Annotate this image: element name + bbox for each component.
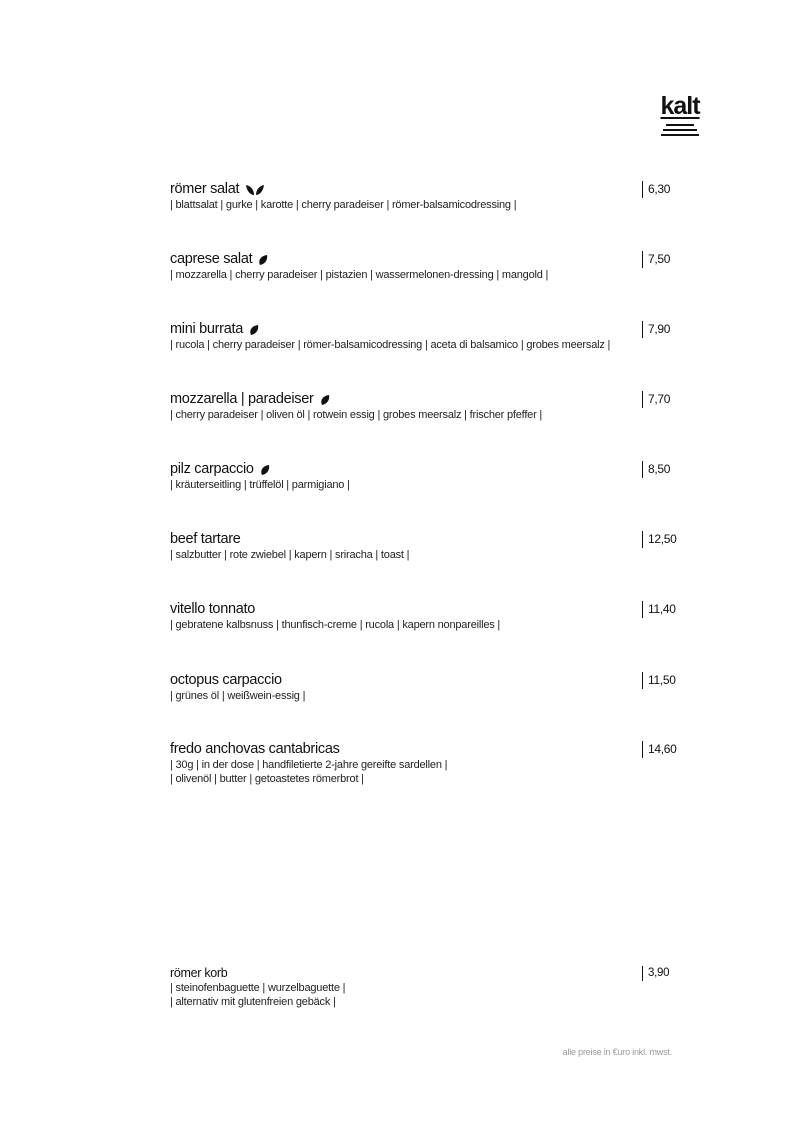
menu-item-description: | gebratene kalbsnuss | thunfisch-creme | rucola | kapern nonpareilles | [170, 619, 501, 631]
menu-item-name-row [170, 461, 690, 478]
menu-item [170, 601, 690, 632]
menu-item [170, 321, 690, 352]
menu-item-description: | blattsalat | gurke | karotte | cherry paradeiser | römer-balsamicodressing | [170, 199, 517, 211]
menu-item [170, 181, 690, 212]
menu-item [170, 461, 690, 492]
menu-item-name-row [170, 531, 690, 548]
menu-item-name: vitello tonnato [170, 601, 255, 617]
menu-item-price: 12,50 [642, 531, 677, 548]
menu-item-name: fredo anchovas cantabricas [170, 741, 340, 757]
menu-item-price: 14,60 [642, 741, 677, 758]
vegetarian-leaf-icon [249, 324, 259, 336]
header-decoration [660, 124, 700, 136]
section-title: kalt [660, 92, 700, 120]
menu-item-name-row [170, 601, 690, 618]
menu-item-description: | alternativ mit glutenfreien gebäck | [170, 996, 336, 1008]
menu-item-name: caprese salat [170, 251, 253, 267]
menu-item-price: 3,90 [642, 966, 669, 981]
menu-item-price: 11,50 [642, 672, 676, 689]
menu-item-description: | rucola | cherry paradeiser | römer-balsamicodressing | aceta di balsamico | grobes meersalz | [170, 339, 611, 351]
menu-item-name-row [170, 672, 690, 689]
menu-item [170, 672, 690, 703]
menu-item-description: | grünes öl | weißwein-essig | [170, 690, 306, 702]
vegetarian-leaf-icon [258, 254, 268, 266]
menu-item-description: | olivenöl | butter | getoastetes römerbrot | [170, 773, 364, 785]
menu-item-name-row [170, 966, 690, 981]
menu-item-description: | mozzarella | cherry paradeiser | pistazien | wassermelonen-dressing | mangold | [170, 269, 549, 281]
menu-item-price: 7,90 [642, 321, 670, 338]
menu-item-name: römer korb [170, 966, 228, 980]
vegetarian-leaf-icon [260, 464, 270, 476]
menu-item-description: | 30g | in der dose | handfiletierte 2-jahre gereifte sardellen | [170, 759, 448, 771]
menu-item-name-row [170, 181, 690, 198]
vegan-double-leaf-icon [245, 184, 265, 196]
menu-item-name: mini burrata [170, 321, 243, 337]
menu-item-name: mozzarella | paradeiser [170, 391, 314, 407]
menu-item-name: beef tartare [170, 531, 241, 547]
menu-item-name-row [170, 391, 690, 408]
menu-item-price: 7,50 [642, 251, 670, 268]
menu-item-name: pilz carpaccio [170, 461, 254, 477]
menu-item-price: 11,40 [642, 601, 676, 618]
menu-item-description: | steinofenbaguette | wurzelbaguette | [170, 982, 346, 994]
menu-item [170, 531, 690, 562]
price-note: alle preise in €uro inkl. mwst. [562, 1047, 672, 1057]
menu-item-name: römer salat [170, 181, 240, 197]
menu-item-name-row [170, 741, 690, 758]
menu-item [170, 251, 690, 282]
menu-item-price: 8,50 [642, 461, 670, 478]
menu-item-description: | salzbutter | rote zwiebel | kapern | sriracha | toast | [170, 549, 410, 561]
menu-item [170, 391, 690, 422]
menu-item [170, 741, 690, 786]
section-header [660, 92, 700, 136]
menu-item-description: | cherry paradeiser | oliven öl | rotwein essig | grobes meersalz | frischer pfeffer | [170, 409, 543, 421]
menu-item-description: | kräuterseitling | trüffelöl | parmigiano | [170, 479, 350, 491]
menu-item-name-row [170, 321, 690, 338]
menu-item-price: 6,30 [642, 181, 670, 198]
menu-item-price: 7,70 [642, 391, 670, 408]
vegetarian-leaf-icon [320, 394, 330, 406]
menu-item-name-row [170, 251, 690, 268]
menu-item-name: octopus carpaccio [170, 672, 282, 688]
bread-basket-item [170, 966, 690, 1009]
